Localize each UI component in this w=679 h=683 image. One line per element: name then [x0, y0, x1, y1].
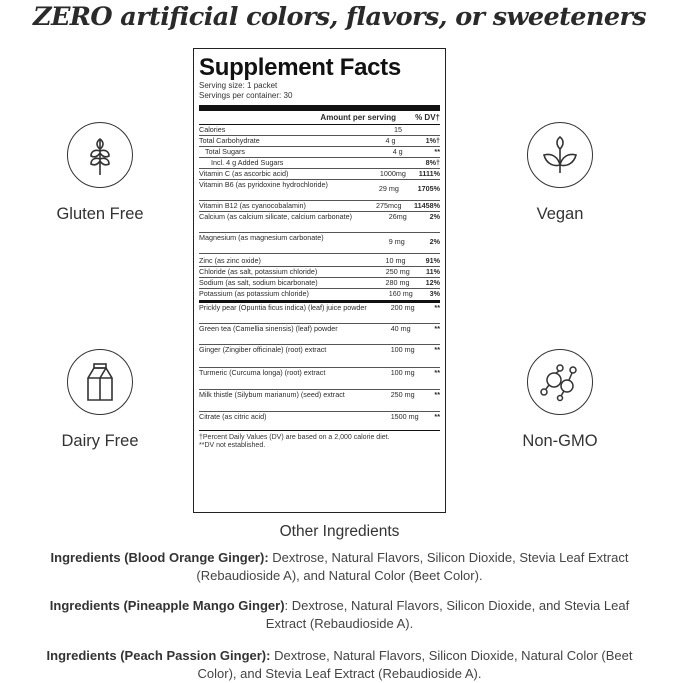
ingredient-row: Citrate (as citric acid) 1500 mg ** [199, 412, 440, 421]
leaf-icon [527, 122, 593, 188]
nutrient-row: Chloride (as salt, potassium chloride) 250 mg 11% [199, 267, 440, 276]
nutrient-row: Calcium (as calcium silicate, calcium carbonate) 26mg 2% [199, 212, 440, 233]
facts-footnote [199, 430, 440, 450]
serving-size: Serving size: 1 packet [199, 81, 278, 90]
facts-header [199, 111, 440, 125]
non-gmo-label: Non-GMO [522, 432, 598, 450]
amount-header: Amount per serving [320, 113, 396, 122]
nutrient-row: Vitamin B6 (as pyridoxine hydrochloride) 29 mg 1705% [199, 180, 440, 201]
ingredients-label: Ingredients (Peach Passion Ginger): [46, 648, 271, 663]
wheat-icon [67, 122, 133, 188]
nutrient-row: Potassium (as potassium chloride) 160 mg 3% [199, 289, 440, 298]
dairy-free-badge [40, 349, 160, 451]
nutrient-row: Zinc (as zinc oxide) 10 mg 91% [199, 256, 440, 265]
ingredients-text: Dextrose, Natural Flavors, Silicon Dioxide, Natural Color (Beet Color), and Stevia Leaf Extract (Rebaudioside A). [197, 648, 633, 681]
nutrient-row: Vitamin C (as ascorbic acid) 1000mg 1111% [199, 169, 440, 178]
vegan-label: Vegan [536, 205, 584, 223]
ingredients-label: Ingredients (Pineapple Mango Ginger) [49, 598, 285, 613]
gluten-free-badge [40, 122, 160, 224]
nutrient-row: Magnesium (as magnesium carbonate) 9 mg 2% [199, 233, 440, 254]
nutrient-row: Incl. 4 g Added Sugars 8%† [199, 158, 440, 169]
nutrient-row: Total Sugars 4 g ** [199, 147, 440, 158]
molecule-icon [527, 349, 593, 415]
facts-title: Supplement Facts [199, 54, 401, 81]
nutrient-row: Sodium (as salt, sodium bicarbonate) 280 mg 12% [199, 278, 440, 287]
non-gmo-badge [500, 349, 620, 451]
ingredient-row: Milk thistle (Silybum marianum) (seed) extract 250 mg ** [199, 390, 440, 412]
supplement-facts-panel [193, 48, 446, 513]
other-ingredients-title: Other Ingredients [279, 523, 400, 540]
footnote-not-established: **DV not established. [199, 442, 266, 449]
ingredients-label: Ingredients (Blood Orange Ginger): [50, 550, 269, 565]
ingredient-row: Ginger (Zingiber officinale) (root) extract 100 mg ** [199, 345, 440, 368]
ingredients-text: : Dextrose, Natural Flavors, Silicon Dioxide, and Stevia Leaf Extract (Rebaudioside A). [265, 598, 630, 631]
ingredients-peach-passion-ginger [30, 647, 649, 683]
dairy-free-label: Dairy Free [61, 432, 139, 450]
milk-carton-icon [67, 349, 133, 415]
ingredients-text: Dextrose, Natural Flavors, Silicon Dioxide, Stevia Leaf Extract (Rebaudioside A), and Natural Color (Beet Color). [196, 550, 629, 583]
footnote-dv: †Percent Daily Values (DV) are based on a 2,000 calorie diet. [199, 434, 390, 441]
ingredient-row: Prickly pear (Opuntia ficus indica) (leaf) juice powder 200 mg ** [199, 303, 440, 324]
nutrient-row: Vitamin B12 (as cyanocobalamin) 275mcg 11458% [199, 201, 440, 210]
dv-header: % DV† [415, 113, 440, 122]
nutrient-row: Calories 15 [199, 125, 440, 136]
nutrient-row: Total Carbohydrate 4 g 1%† [199, 136, 440, 145]
ingredients-blood-orange-ginger [20, 549, 659, 585]
ingredient-row: Turmeric (Curcuma longa) (root) extract 100 mg ** [199, 368, 440, 390]
headline: ZERO artificial colors, flavors, or sweeteners [32, 2, 647, 32]
vegan-badge [500, 122, 620, 224]
gluten-free-label: Gluten Free [56, 205, 144, 223]
ingredient-row: Green tea (Camellia sinensis) (leaf) powder 40 mg ** [199, 324, 440, 345]
ingredients-pineapple-mango-ginger [30, 597, 649, 633]
servings-per-container: Servings per container: 30 [199, 91, 293, 100]
